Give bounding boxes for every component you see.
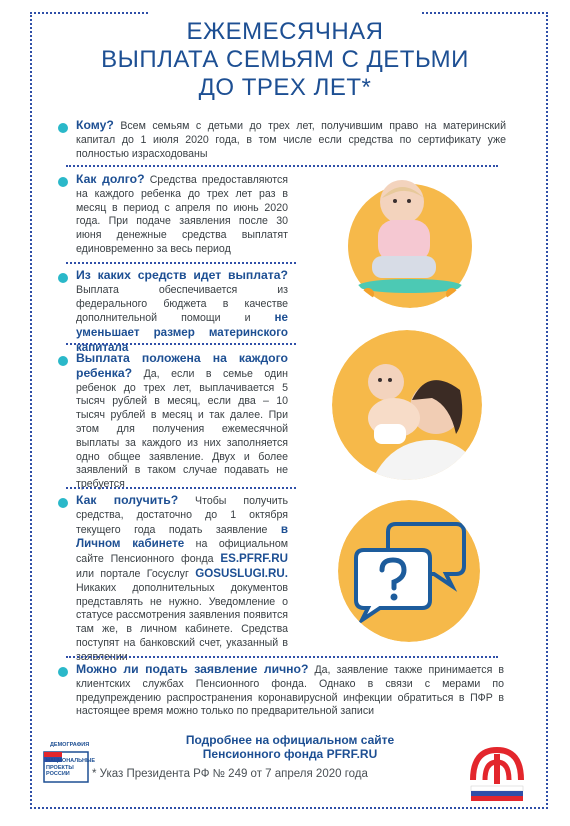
title-line-3: ДО ТРЕХ ЛЕТ* — [198, 74, 372, 101]
bullet-icon — [58, 177, 68, 187]
question-bubbles-illustration — [338, 500, 480, 642]
section-duration — [76, 173, 288, 257]
section-how-text-2: на официальном сайте Пенсионного фонда — [76, 538, 288, 566]
section-how-text-4: Никаких дополнительных документов представлять не нужно. Уведомление о статусе рассмотрения заявления появится там же, в личном кабинете. Средства поступят на банковский счет, указанный в заявлении — [76, 581, 288, 663]
section-who-lead: Кому? — [76, 118, 114, 132]
section-how-text-3: или портале Госуслуг — [76, 567, 196, 580]
section-in-person — [76, 663, 504, 719]
page-title — [60, 18, 510, 102]
more-info-note — [110, 733, 470, 761]
np-logo-line-2: ПРОЕКТЫ — [46, 764, 74, 771]
section-each-child — [76, 352, 288, 492]
mother-baby-photo — [332, 330, 482, 480]
section-source-text: Выплата обеспечивается из федерального бюджета в качестве дополнительной помощи и — [76, 283, 288, 325]
section-duration-lead: Как долго? — [76, 172, 145, 186]
section-source-lead: Из каких средств идет выплата? — [76, 268, 288, 282]
bullet-icon — [58, 356, 68, 366]
section-divider — [66, 262, 296, 264]
more-info-line-1: Подробнее на официальном сайте — [185, 733, 395, 747]
bullet-icon — [58, 123, 68, 133]
section-how-text-1: Чтобы получить средства, достаточно до 1 октября текущего года подать заявление — [76, 495, 289, 536]
title-line-2: ВЫПЛАТА СЕМЬЯМ С ДЕТЬМИ — [101, 46, 469, 73]
section-duration-text: Средства предоставляются на каждого ребенка до трех лет раз в месяц в период с апреля по июнь 2020 года. При подаче заявления после 30 июня денежные средства выплатят единовременно за весь период — [76, 174, 288, 255]
es-pfrf-link[interactable]: ES.PFRF.RU — [220, 552, 288, 566]
section-divider — [66, 487, 296, 489]
np-logo-line-3: РОССИИ — [46, 771, 70, 777]
bullet-icon — [58, 498, 68, 508]
decree-footnote: * Указ Президента РФ № 249 от 7 апреля 2020 года — [92, 768, 368, 780]
section-divider — [66, 343, 296, 345]
section-source-emphasis: не уменьшает размер материнского капитала — [76, 311, 288, 354]
section-in-person-lead: Можно ли подать заявление лично? — [76, 662, 309, 676]
section-who — [76, 119, 506, 161]
gosuslugi-link[interactable]: GOSUSLUGI.RU. — [195, 566, 288, 580]
section-in-person-text: Да, заявление также принимается в клиентских службах Пенсионного фонда. Однако в связи с мерами по предупреждению распространения коронавирусной инфекции обратиться в ПФР в настоящее время можно только по предварительной записи — [76, 664, 504, 718]
section-each-child-lead: Выплата положена на каждого ребенка? — [76, 351, 288, 380]
more-info-line-2[interactable]: Пенсионного фонда PFRF.RU — [202, 747, 378, 761]
np-logo-top: ДЕМОГРАФИЯ — [50, 742, 90, 748]
section-divider — [66, 656, 498, 658]
toddler-photo — [340, 168, 480, 308]
title-line-1: ЕЖЕМЕСЯЧНАЯ — [186, 18, 384, 45]
np-logo-line-1: НАЦИОНАЛЬНЫЕ — [46, 758, 96, 764]
bullet-icon — [58, 273, 68, 283]
section-how-lead: Как получить? — [76, 493, 179, 507]
section-who-text: Всем семьям с детьми до трех лет, получившим право на материнский капитал до 1 июля 2020 года, в том числе если средства по сертификату уже полностью израсходованы — [76, 120, 506, 160]
pfr-logo-icon — [465, 740, 529, 806]
bullet-icon — [58, 667, 68, 677]
section-how — [76, 494, 288, 665]
section-divider — [66, 165, 498, 167]
personal-cabinet-link[interactable]: в Личном кабинете — [76, 522, 288, 551]
section-each-child-text: Да, если в семье один ребенок до трех лет, выплачивается 5 тысяч рублей в месяц, если два – 10 тысяч рублей в месяц и так далее. При этом для получения ежемесячной выплаты за каждого из них заполняется одно общее заявление. Двух и более заявлений в таком случае подавать не требуется — [76, 367, 288, 491]
